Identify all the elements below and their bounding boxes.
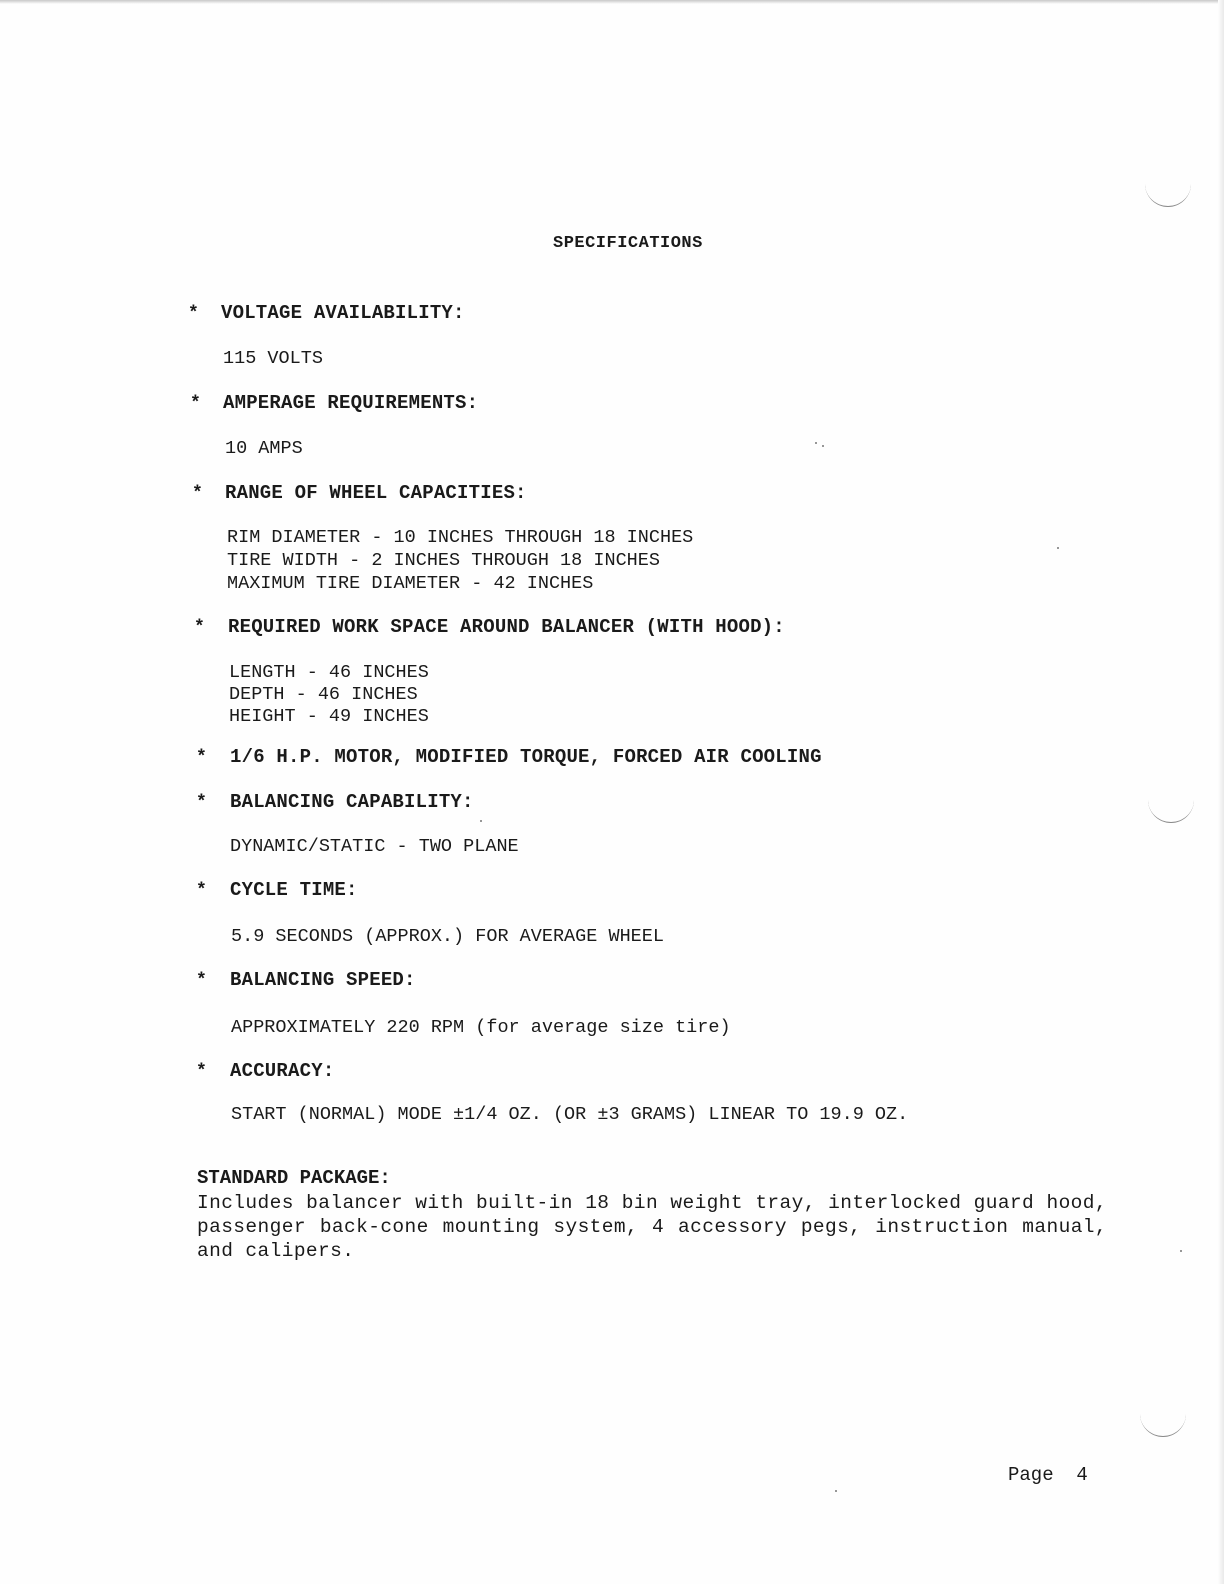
bullet-asterisk: * — [196, 881, 207, 901]
spec-heading: ACCURACY: — [230, 1060, 335, 1082]
spec-value: DYNAMIC/STATIC - TWO PLANE — [230, 836, 519, 857]
bullet-asterisk: * — [196, 1062, 207, 1082]
spec-value: 115 VOLTS — [223, 348, 323, 369]
spec-value: START (NORMAL) MODE ±1/4 OZ. (OR ±3 GRAMS) LINEAR TO 19.9 OZ. — [231, 1104, 909, 1125]
spec-heading: VOLTAGE AVAILABILITY: — [221, 302, 465, 324]
scan-speck — [815, 442, 817, 444]
bullet-asterisk: * — [196, 793, 207, 813]
bullet-asterisk: * — [196, 971, 207, 991]
bullet-asterisk: * — [194, 618, 205, 638]
page-title: SPECIFICATIONS — [553, 234, 703, 253]
standard-package-text: Includes balancer with built-in 18 bin weight tray, interlocked guard hood, passenger back-cone mounting system, 4 accessory pegs, instruction manual, and calipers. — [197, 1192, 1107, 1262]
spec-value: APPROXIMATELY 220 RPM (for average size tire) — [231, 1017, 731, 1038]
bullet-asterisk: * — [196, 748, 207, 768]
spec-heading: REQUIRED WORK SPACE AROUND BALANCER (WITH HOOD): — [228, 616, 785, 638]
spec-heading: RANGE OF WHEEL CAPACITIES: — [225, 482, 527, 504]
binder-hole-mark — [1148, 796, 1194, 823]
spec-value: RIM DIAMETER - 10 INCHES THROUGH 18 INCHES — [227, 527, 694, 548]
scan-speck — [1180, 1250, 1182, 1252]
spec-value: 10 AMPS — [225, 438, 303, 459]
standard-package-heading: STANDARD PACKAGE: — [197, 1167, 391, 1189]
scan-edge-top — [0, 0, 1224, 4]
spec-heading: AMPERAGE REQUIREMENTS: — [223, 392, 479, 414]
binder-hole-mark — [1145, 180, 1191, 207]
binder-hole-mark — [1140, 1410, 1186, 1437]
bullet-asterisk: * — [188, 304, 199, 324]
spec-heading: CYCLE TIME: — [230, 879, 358, 901]
spec-heading: BALANCING SPEED: — [230, 969, 416, 991]
bullet-asterisk: * — [192, 484, 203, 504]
spec-value: LENGTH - 46 INCHES — [229, 662, 429, 683]
scan-speck — [1057, 547, 1059, 549]
spec-value: HEIGHT - 49 INCHES — [229, 706, 429, 727]
spec-value: TIRE WIDTH - 2 INCHES THROUGH 18 INCHES — [227, 550, 660, 571]
page-number: Page 4 — [1008, 1464, 1088, 1486]
spec-value: MAXIMUM TIRE DIAMETER - 42 INCHES — [227, 573, 594, 594]
scan-edge-right — [1218, 0, 1224, 1584]
spec-heading: BALANCING CAPABILITY: — [230, 791, 474, 813]
scan-speck — [480, 820, 482, 822]
scan-speck — [822, 445, 824, 447]
scan-speck — [835, 1490, 837, 1492]
spec-value: 5.9 SECONDS (APPROX.) FOR AVERAGE WHEEL — [231, 926, 664, 947]
bullet-asterisk: * — [190, 394, 201, 414]
spec-value: DEPTH - 46 INCHES — [229, 684, 418, 705]
spec-heading: 1/6 H.P. MOTOR, MODIFIED TORQUE, FORCED AIR COOLING — [230, 746, 822, 768]
